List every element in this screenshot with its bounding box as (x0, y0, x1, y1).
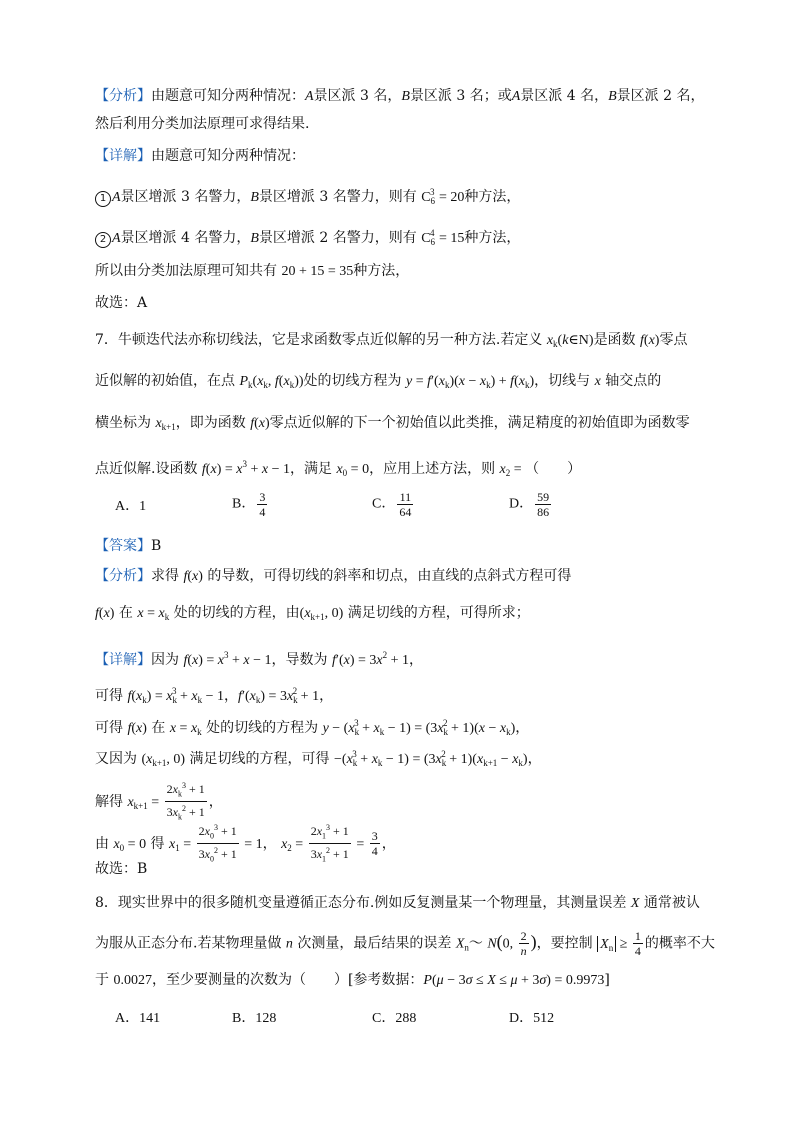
q6-analysis-line-1: 【分析】由题意可知分两种情况：A景区派 3 名，B景区派 3 名；或A景区派 4 名，B景区派 2 名， (95, 88, 705, 104)
q6-detail-intro: 【详解】由题意可知分两种情况： (95, 148, 305, 164)
q7-answer-value: B (151, 538, 162, 554)
q7-option-c[interactable]: C． $\frac{11}{64}$ (372, 490, 412, 519)
q6-analysis-line-2: 然后利用分类加法原理可求得结果. (95, 116, 310, 132)
q8-stem-line-3: 于 0.0027，至少要测量的次数为（ ）[参考数据：P(μ − 3σ ≤ X ≤ μ + 3σ) = 0.9973] (95, 972, 610, 988)
q7-detail-line-2: 可得 $f(x_k) = x_k^3 + x_k - 1$，$f'(x_k) = 3x_k^2 + 1$， (95, 686, 334, 705)
q8-stem-line-1: 8．现实世界中的很多随机变量遵循正态分布.例如反复测量某一个物理量，其测量误差 X 通常被认 (95, 895, 700, 911)
q8-option-d[interactable]: D．512 (509, 1011, 555, 1026)
q7-detail-line-1: 【详解】因为 $f(x) = x^3 + x - 1$，导数为 $f'(x) = 3x^2 + 1$， (95, 650, 424, 668)
q7-detail-line-3: 可得 f(x) 在 $x = x_k$ 处的切线的方程为 $y - (x_k^3 + x_k - 1) = (3x_k^2 + 1)(x - x_k)$， (95, 718, 530, 737)
q6-case-1: 1 A景区增派 3 名警力，B景区增派 3 名警力，则有 $C_6^3 = 20$种方法， (95, 182, 520, 211)
circled-one-icon: 1 (95, 191, 111, 207)
answer-tag: 【答案】 (95, 538, 151, 554)
q7-analysis-line-1: 【分析】求得 f(x) 的导数，可得切线的斜率和切点，由直线的点斜式方程可得 (95, 568, 572, 584)
q7-stem-line-4: 点近似解.设函数 $f(x) = x^3 + x - 1$，满足 $x_0 = 0$，应用上述方法，则 $x_2$ = （ ） (95, 459, 582, 478)
detail-tag: 【详解】 (95, 148, 151, 164)
q7-stem-line-3: 横坐标为 $x_{k+1}$，即为函数 f(x)零点近似解的下一个初始值以此类推，满足精度的初始值即为函数零 (95, 415, 690, 432)
q7-detail-line-4: 又因为 ($x_{k+1}$, 0) 满足切线的方程，可得 $-(x_k^3 + x_k - 1) = (3x_k^2 + 1)(x_{k+1} - x_k)$， (95, 749, 542, 768)
q8-stem-line-2: 为服从正态分布.若某物理量做 n 次测量，最后结果的误差 $X_n\sim$ N(0, $\frac{2}{n}$ )，要控制 $X_n$ ≥ $\frac{1}{4}$ 的概率不大 (95, 929, 715, 958)
q6-sum: 所以由分类加法原理可知共有 20 + 15 = 35种方法， (95, 263, 410, 279)
circled-two-icon: 2 (95, 232, 111, 248)
q7-stem-line-1: 7．牛顿迭代法亦称切线法，它是求函数零点近似解的另一种方法.若定义 $x_k(k\in N)$是函数 f(x)零点 (95, 332, 688, 349)
q6-case-2: 2 A景区增派 4 名警力，B景区增派 2 名警力，则有 $C_6^4 = 15$种方法， (95, 223, 520, 252)
q7-option-a[interactable]: A．1 (115, 499, 147, 514)
q7-detail-line-5: 解得 $x_{k+1}$ = $\frac{2x_k^3 + 1}{3x_k^2 + 1}$ ， (95, 781, 223, 822)
q7-choice: 故选：B (95, 861, 148, 877)
q6-choice: 故选：A (95, 295, 148, 311)
q7-stem-line-2: 近似解的初始值，在点 $P_k(x_k$, $f(x_k)$)处的切线方程为 $y = f'(x_k)(x - x_k) + f(x_k)$，切线与 x 轴交点的 (95, 373, 662, 390)
q8-option-a[interactable]: A．141 (115, 1011, 161, 1026)
q7-answer (95, 536, 161, 556)
q7-analysis-line-2: f(x) 在 $x = x_k$ 处的切线的方程，由($x_{k+1}$, 0) 满足切线的方程，可得所求； (95, 605, 530, 622)
q7-option-b[interactable]: B． $\frac{3}{4}$ (232, 490, 266, 519)
q8-option-b[interactable]: B．128 (232, 1011, 277, 1026)
q7-option-d[interactable]: D． $\frac{59}{86}$ (509, 490, 550, 519)
q7-detail-line-6: 由 $x_0 = 0$ 得 $x_1$ = $\frac{2x_0^3 + 1}{3x_0^2 + 1}$ = 1， $x_2$ = $\frac{2x_1^3 + 1}{3x_1^2 + 1}$ = $\frac{3}{4}$ ， (95, 823, 396, 864)
analysis-tag: 【分析】 (95, 88, 151, 104)
q8-option-c[interactable]: C．288 (372, 1011, 417, 1026)
